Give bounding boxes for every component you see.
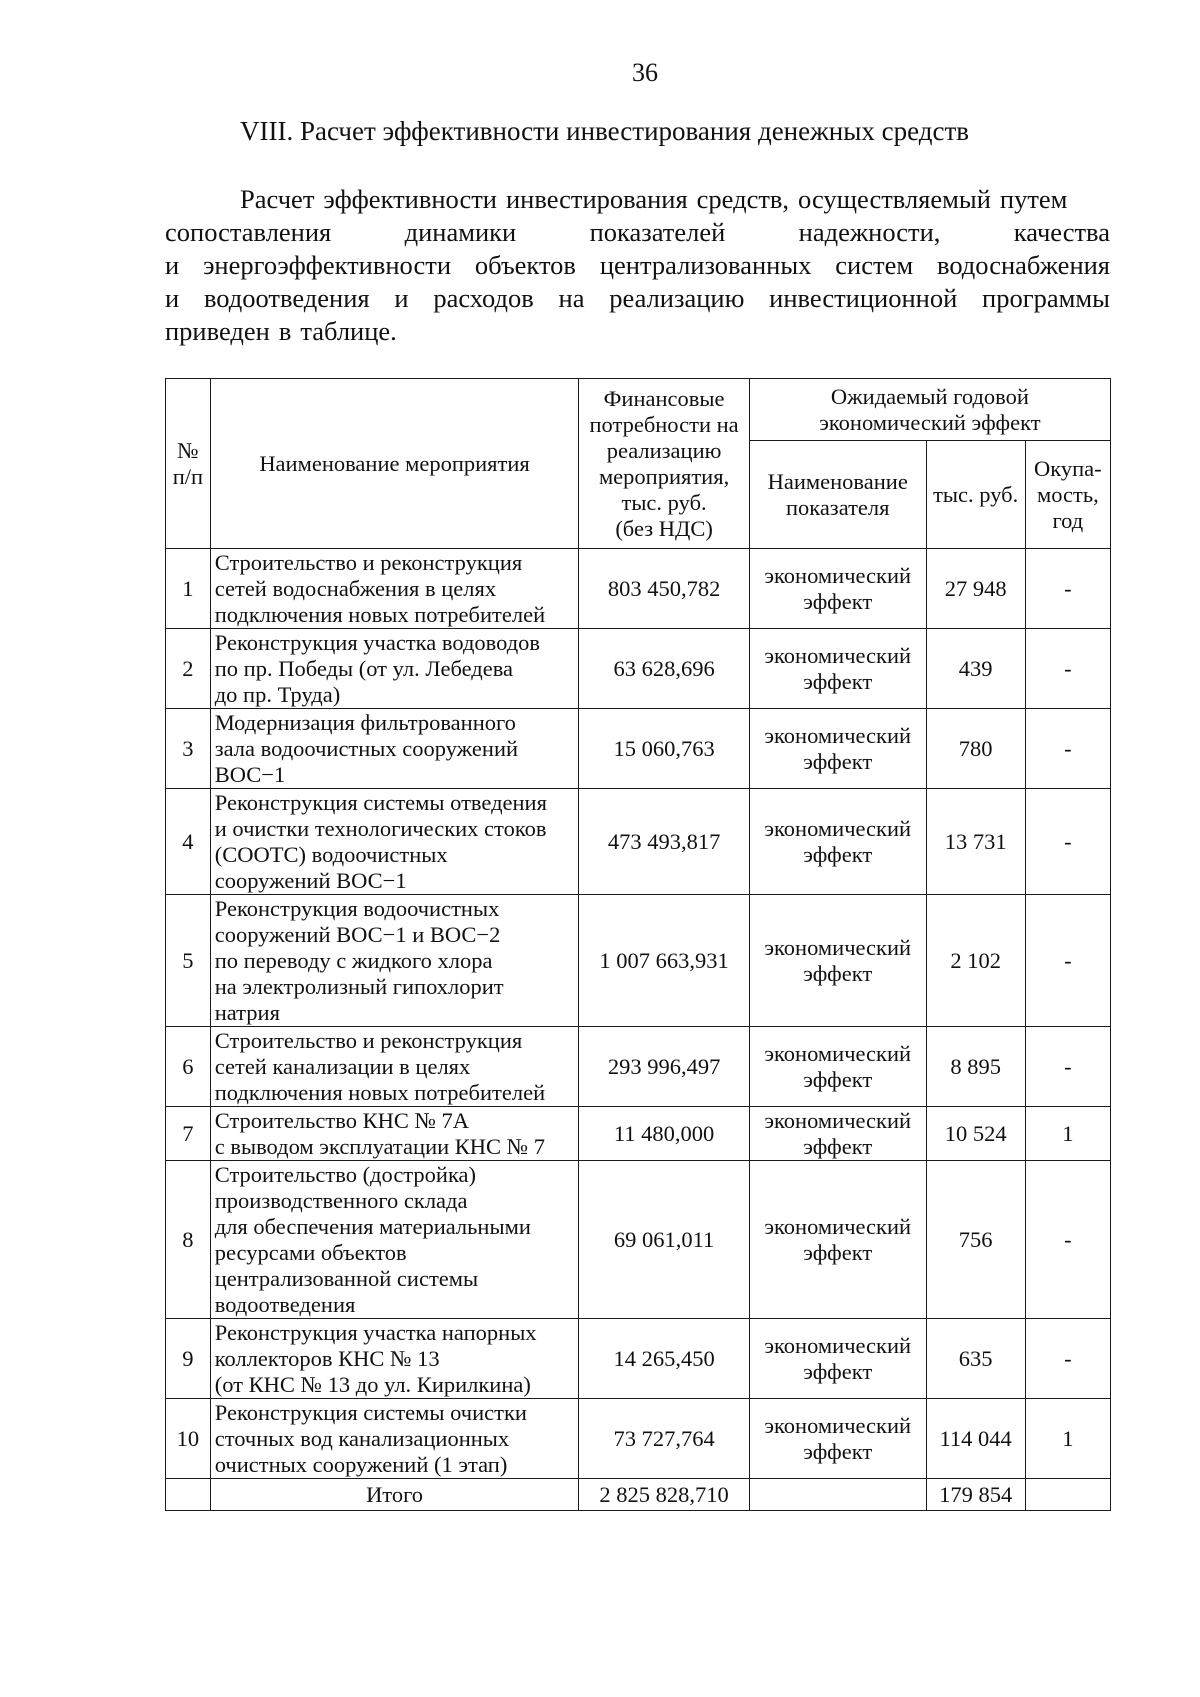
row-name-line: Реконструкция водоочистных [214, 895, 500, 921]
intro-word: инвестирования [506, 184, 688, 214]
table-row [166, 789, 1111, 895]
header-payback [1025, 441, 1110, 549]
row-indicator-line: эффект [803, 1239, 873, 1265]
row-indicator [749, 1027, 926, 1107]
intro-word: реализацию [609, 283, 745, 313]
table-row [166, 709, 1111, 789]
row-name-line: зала водоочистных сооружений [214, 735, 519, 761]
header-expected-effect [749, 379, 1110, 441]
row-payback: - [1025, 629, 1110, 709]
table-row [166, 1107, 1111, 1161]
row-name-line: Реконструкция системы очистки [214, 1399, 527, 1425]
row-name-line: Строительство и реконструкция [214, 1027, 523, 1053]
row-indicator-line: экономический [764, 562, 912, 588]
intro-word: таблице. [300, 316, 397, 346]
row-payback: 1 [1025, 1399, 1110, 1479]
header-line: (без НДС) [615, 515, 713, 541]
total-sum: 179 854 [926, 1479, 1025, 1511]
row-indicator-line: экономический [764, 815, 912, 841]
row-name-line: централизованной системы [214, 1265, 479, 1291]
row-name-line: для обеспечения материальными [214, 1213, 531, 1239]
intro-word: инвестиционной [769, 283, 958, 313]
intro-word: и [394, 283, 409, 313]
row-payback: - [1025, 709, 1110, 789]
header-sum: тыс. руб. [926, 441, 1025, 549]
row-name-line: ВОС−1 [214, 761, 286, 787]
intro-word: систем [835, 250, 914, 280]
row-indicator [749, 549, 926, 629]
row-name-line: сточных вод канализационных [214, 1425, 510, 1451]
row-name-line: натрия [214, 999, 280, 1025]
intro-word: энергоэффективности [203, 250, 451, 280]
header-line: тыс. руб. [621, 489, 707, 515]
intro-line [165, 282, 1110, 315]
row-indicator-line: экономический [764, 1040, 912, 1066]
intro-word: и [165, 283, 180, 313]
row-name-line: (СООТС) водоочистных [214, 841, 448, 867]
header-line: потребности на [589, 411, 739, 437]
intro-word: водоснабжения [936, 250, 1110, 280]
intro-word: средств, [696, 184, 790, 214]
row-financing: 14 265,450 [579, 1319, 749, 1399]
header-line: год [1052, 507, 1084, 533]
row-sum: 10 524 [926, 1107, 1025, 1161]
row-sum: 635 [926, 1319, 1025, 1399]
row-indicator [749, 1161, 926, 1319]
row-name [210, 549, 579, 629]
intro-word: показателей [589, 217, 726, 247]
row-payback: - [1025, 789, 1110, 895]
header-line: экономический эффект [819, 409, 1041, 435]
row-financing: 73 727,764 [579, 1399, 749, 1479]
row-name-line: сетей водоснабжения в целях [214, 575, 497, 601]
row-name-line: Реконструкция участка водоводов [214, 629, 541, 655]
row-num: 6 [166, 1027, 211, 1107]
table-row [166, 1161, 1111, 1319]
row-num: 7 [166, 1107, 211, 1161]
header-line: мость, [1036, 481, 1099, 507]
row-num: 5 [166, 895, 211, 1027]
intro-line [165, 315, 1110, 348]
row-payback: - [1025, 1027, 1110, 1107]
header-name: Наименование мероприятия [210, 379, 579, 549]
row-indicator-line: эффект [803, 1133, 873, 1159]
row-name-line: до пр. Труда) [214, 681, 341, 707]
header-line: показателя [785, 494, 890, 520]
total-num [166, 1479, 211, 1511]
header-line: реализацию [606, 437, 722, 463]
table-row [166, 1399, 1111, 1479]
row-name [210, 1107, 579, 1161]
intro-line [165, 249, 1110, 282]
header-line: Ожидаемый годовой [830, 383, 1029, 409]
row-indicator [749, 629, 926, 709]
row-name-line: и очистки технологических стоков [214, 815, 547, 841]
row-name-line: коллекторов КНС № 13 [214, 1345, 440, 1371]
row-indicator [749, 1107, 926, 1161]
row-name-line: по пр. Победы (от ул. Лебедева [214, 655, 514, 681]
row-indicator-line: эффект [803, 748, 873, 774]
row-name [210, 1399, 579, 1479]
row-name-line: сооружений ВОС−1 и ВОС−2 [214, 921, 501, 947]
row-financing: 803 450,782 [579, 549, 749, 629]
row-sum: 114 044 [926, 1399, 1025, 1479]
row-indicator-line: экономический [764, 642, 912, 668]
row-financing: 473 493,817 [579, 789, 749, 895]
row-indicator [749, 895, 926, 1027]
row-num: 2 [166, 629, 211, 709]
row-sum: 2 102 [926, 895, 1025, 1027]
intro-word: водоотведения [203, 283, 370, 313]
page-number: 36 [632, 58, 658, 87]
header-num: № п/п [166, 379, 211, 549]
table-row [166, 629, 1111, 709]
row-name-line: Реконструкция участка напорных [214, 1319, 537, 1345]
row-payback: - [1025, 549, 1110, 629]
row-num: 10 [166, 1399, 211, 1479]
header-indicator [749, 441, 926, 549]
intro-paragraph [165, 183, 1110, 348]
row-name [210, 895, 579, 1027]
row-name-line: Строительство и реконструкция [214, 549, 523, 575]
row-name-line: Реконструкция системы отведения [214, 789, 547, 815]
row-name-line: (от КНС № 13 до ул. Кирилкина) [214, 1371, 531, 1397]
row-financing: 293 996,497 [579, 1027, 749, 1107]
intro-word: осуществляемый [798, 184, 991, 214]
row-name-line: сетей канализации в целях [214, 1053, 471, 1079]
row-name-line: с выводом эксплуатации КНС № 7 [214, 1133, 546, 1159]
header-line: мероприятия, [598, 463, 730, 489]
intro-line [165, 183, 1110, 216]
row-sum: 8 895 [926, 1027, 1025, 1107]
row-name-line: на электролизный гипохлорит [214, 973, 504, 999]
table-row [166, 895, 1111, 1027]
intro-word: и [165, 250, 180, 280]
intro-word: в [278, 316, 292, 346]
row-financing: 69 061,011 [579, 1161, 749, 1319]
row-name-line: по переводу с жидкого хлора [214, 947, 493, 973]
intro-word: программы [982, 283, 1110, 313]
intro-word: централизованных [599, 250, 812, 280]
intro-word: надежности, [798, 217, 941, 247]
row-sum: 439 [926, 629, 1025, 709]
row-payback: - [1025, 1319, 1110, 1399]
row-name [210, 1319, 579, 1399]
row-indicator-line: экономический [764, 722, 912, 748]
table-row [166, 1319, 1111, 1399]
row-name-line: водоотведения [214, 1291, 356, 1317]
row-name-line: Строительство (достройка) [214, 1161, 477, 1187]
header-line: Окупа- [1034, 455, 1102, 481]
row-num: 4 [166, 789, 211, 895]
row-sum: 756 [926, 1161, 1025, 1319]
row-payback: 1 [1025, 1107, 1110, 1161]
row-indicator [749, 789, 926, 895]
row-indicator [749, 1319, 926, 1399]
row-payback: - [1025, 1161, 1110, 1319]
row-name-line: подключения новых потребителей [214, 1079, 546, 1105]
total-indicator [749, 1479, 926, 1511]
row-indicator-line: эффект [803, 1358, 873, 1384]
intro-word: сопоставления [165, 217, 332, 247]
row-indicator [749, 1399, 926, 1479]
total-financing: 2 825 828,710 [579, 1479, 749, 1511]
table-row [166, 1027, 1111, 1107]
section-title: VIII. Расчет эффективности инвестирования денежных средств [240, 116, 969, 146]
row-sum: 780 [926, 709, 1025, 789]
row-name [210, 1027, 579, 1107]
total-row [166, 1479, 1111, 1511]
row-name-line: производственного склада [214, 1187, 468, 1213]
row-name-line: ресурсами объектов [214, 1239, 407, 1265]
row-name-line: сооружений ВОС−1 [214, 867, 407, 893]
total-label: Итого [210, 1479, 579, 1511]
intro-word: на [558, 283, 585, 313]
row-indicator-line: эффект [803, 841, 873, 867]
row-payback: - [1025, 895, 1110, 1027]
row-name [210, 789, 579, 895]
row-indicator-line: экономический [764, 1412, 912, 1438]
row-indicator-line: эффект [803, 588, 873, 614]
row-num: 1 [166, 549, 211, 629]
row-indicator-line: эффект [803, 1438, 873, 1464]
row-indicator-line: экономический [764, 934, 912, 960]
intro-word: динамики [404, 217, 517, 247]
investment-table [165, 378, 1111, 1511]
table-row [166, 549, 1111, 629]
intro-word: путем [999, 184, 1068, 214]
row-financing: 15 060,763 [579, 709, 749, 789]
row-name-line: очистных сооружений (1 этап) [214, 1451, 508, 1477]
row-name [210, 1161, 579, 1319]
header-financing [579, 379, 749, 549]
row-sum: 27 948 [926, 549, 1025, 629]
row-indicator [749, 709, 926, 789]
row-indicator-line: экономический [764, 1107, 912, 1133]
intro-word: Расчет [240, 184, 315, 214]
row-num: 9 [166, 1319, 211, 1399]
row-sum: 13 731 [926, 789, 1025, 895]
intro-word: эффективности [323, 184, 497, 214]
intro-line [165, 216, 1110, 249]
intro-word: объектов [474, 250, 576, 280]
intro-word: качества [1013, 217, 1110, 247]
row-financing: 11 480,000 [579, 1107, 749, 1161]
total-payback [1025, 1479, 1110, 1511]
row-name [210, 709, 579, 789]
row-name [210, 629, 579, 709]
row-indicator-line: эффект [803, 1066, 873, 1092]
row-num: 3 [166, 709, 211, 789]
row-indicator-line: экономический [764, 1332, 912, 1358]
row-indicator-line: эффект [803, 668, 873, 694]
row-name-line: Модернизация фильтрованного [214, 709, 516, 735]
row-name-line: подключения новых потребителей [214, 601, 546, 627]
intro-word: приведен [165, 316, 270, 346]
header-line: Финансовые [603, 385, 725, 411]
row-indicator-line: эффект [803, 960, 873, 986]
row-indicator-line: экономический [764, 1213, 912, 1239]
row-financing: 1 007 663,931 [579, 895, 749, 1027]
row-num: 8 [166, 1161, 211, 1319]
intro-word: расходов [433, 283, 534, 313]
header-line: Наименование [767, 468, 908, 494]
row-name-line: Строительство КНС № 7А [214, 1107, 470, 1133]
row-financing: 63 628,696 [579, 629, 749, 709]
